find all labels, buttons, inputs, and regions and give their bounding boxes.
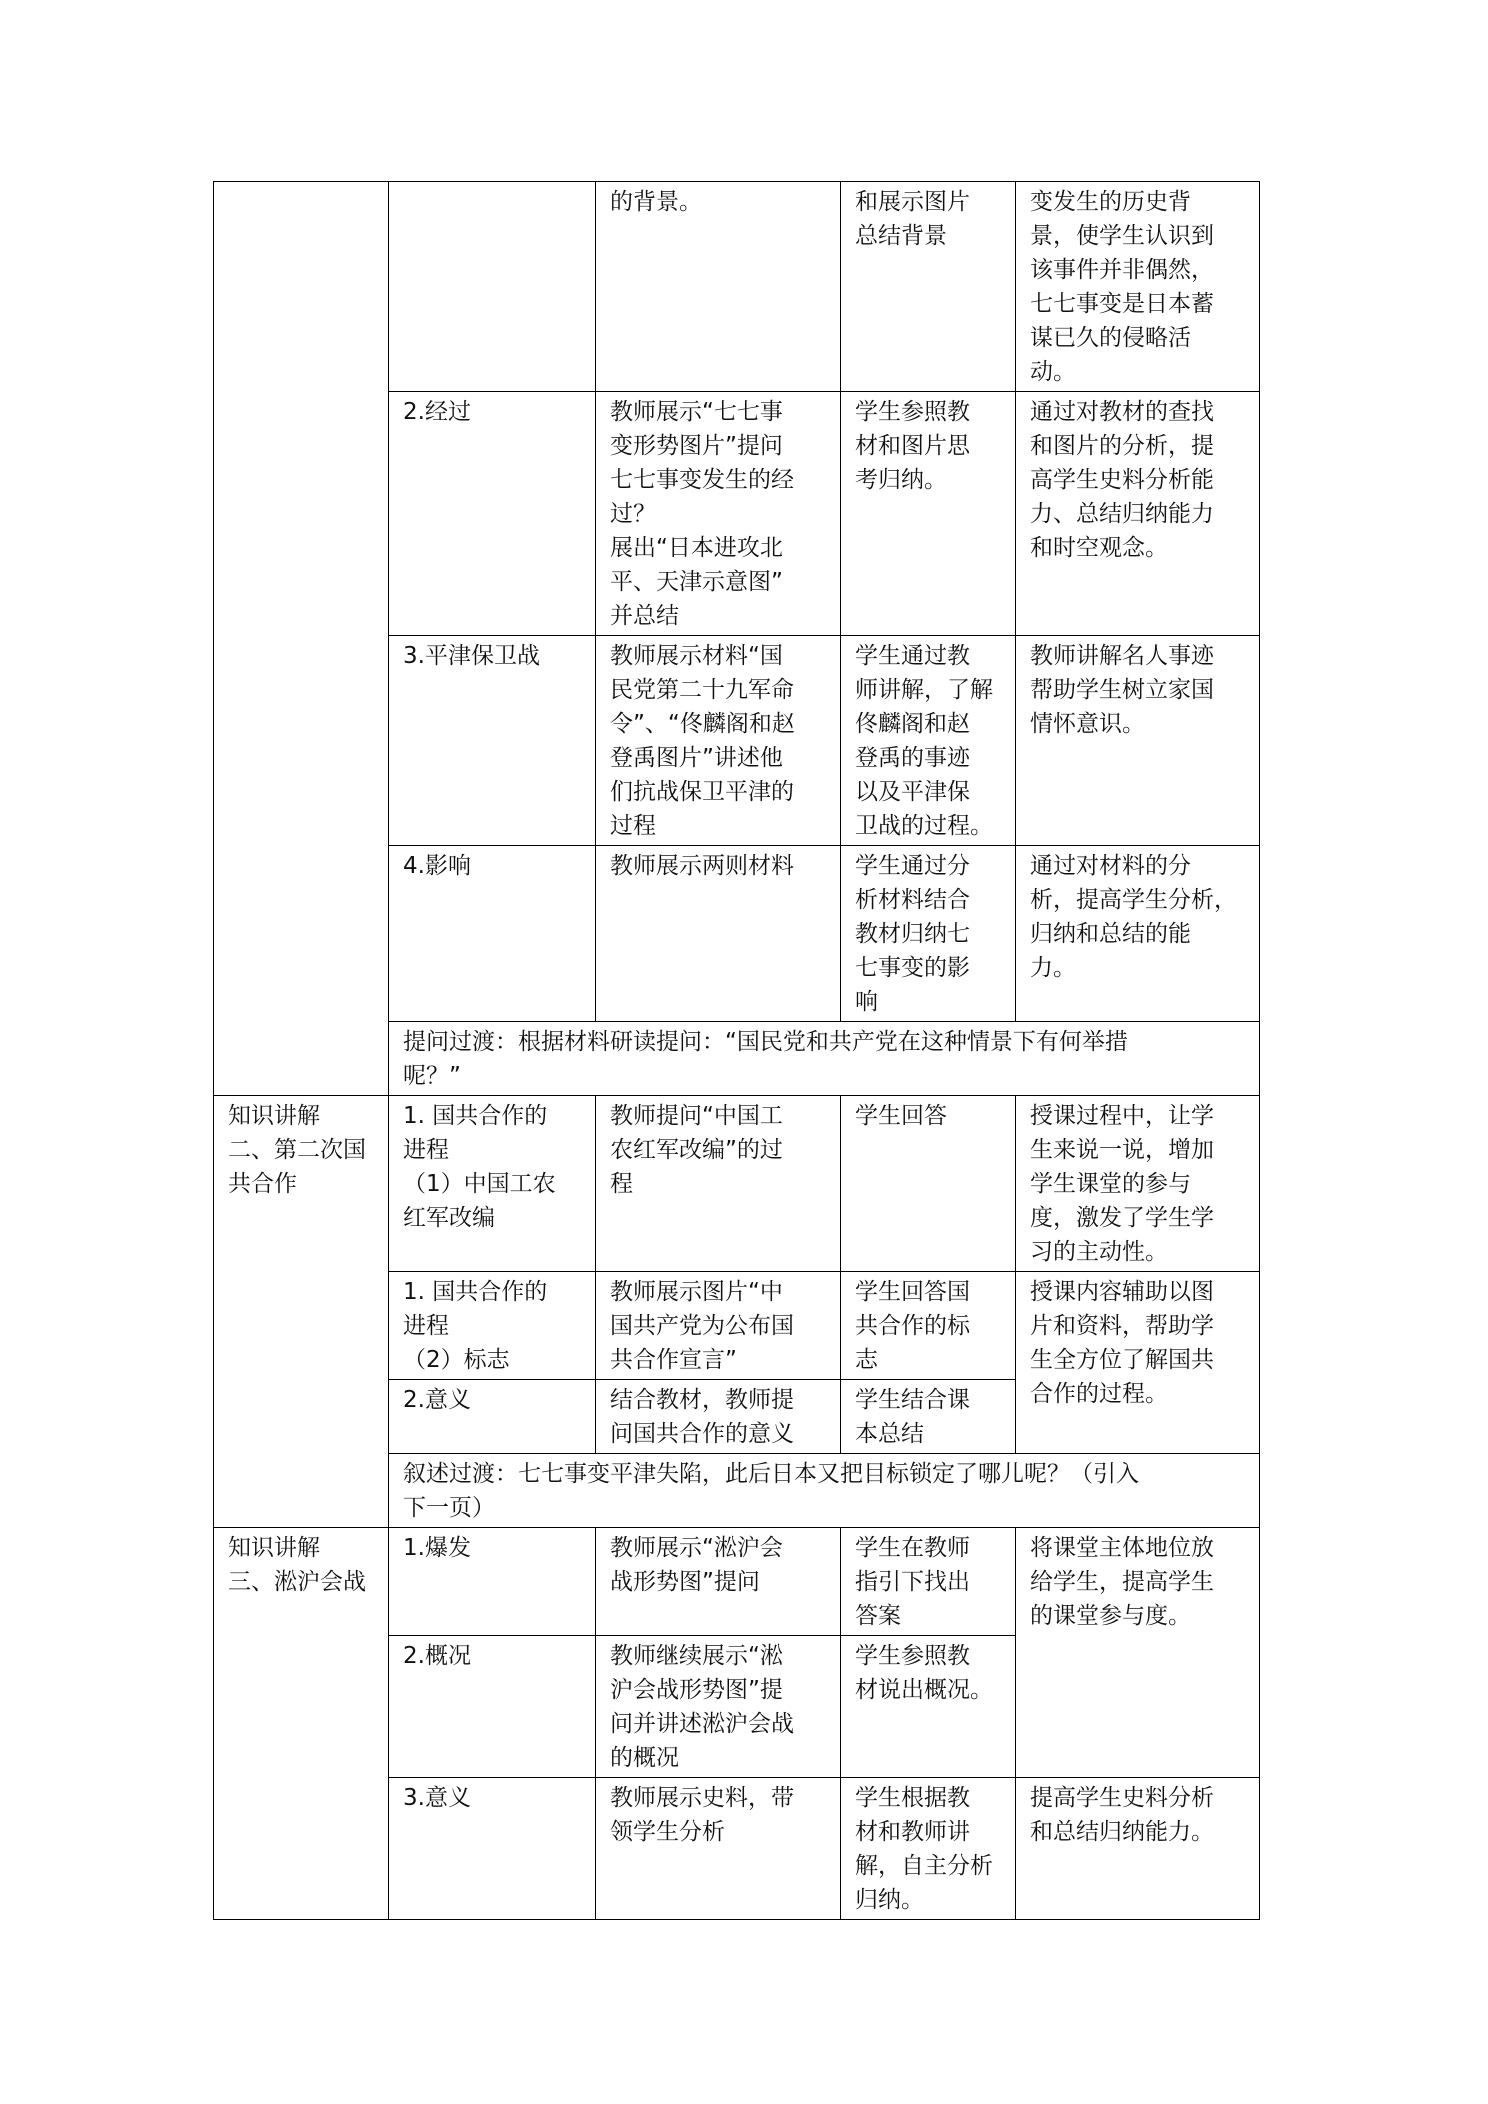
cell-text-line: 本总结 bbox=[855, 1421, 924, 1447]
teacher-activity-cell bbox=[596, 182, 841, 392]
design-intent-cell bbox=[1016, 1272, 1260, 1454]
cell-text-line: 问并讲述淞沪会战 bbox=[610, 1711, 794, 1737]
cell-text-line: 教师展示图片“中 bbox=[610, 1279, 783, 1305]
cell-text-line: 给学生，提高学生 bbox=[1030, 1569, 1214, 1595]
cell-text-line: （2）标志 bbox=[403, 1347, 510, 1373]
cell-text-line: 七七事变是日本蓄 bbox=[1030, 291, 1214, 317]
cell-text-line: 和图片的分析，提 bbox=[1030, 433, 1214, 459]
student-activity-cell bbox=[841, 1778, 1016, 1920]
cell-text-line: 教材归纳七 bbox=[855, 921, 970, 947]
cell-text-line: 师讲解，了解 bbox=[855, 677, 993, 703]
teacher-activity-cell bbox=[596, 1636, 841, 1778]
cell-text-line: 该事件并非偶然， bbox=[1030, 257, 1214, 283]
student-activity-cell bbox=[841, 1528, 1016, 1636]
cell-text-line: 结合教材，教师提 bbox=[610, 1387, 794, 1413]
cell-text-line: 提高学生史料分析 bbox=[1030, 1785, 1214, 1811]
cell-text-line: 高学生史料分析能 bbox=[1030, 467, 1214, 493]
cell-text-line: 共合作的标 bbox=[855, 1313, 970, 1339]
cell-text-line: 令”、“佟麟阁和赵 bbox=[610, 711, 795, 737]
cell-text-line: 红军改编 bbox=[403, 1205, 495, 1231]
cell-text-line: 叙述过渡：七七事变平津失陷，此后日本又把目标锁定了哪儿呢？（引入 bbox=[403, 1461, 1139, 1487]
cell-text-line: 指引下找出 bbox=[855, 1569, 970, 1595]
cell-text-line: 2.概况 bbox=[403, 1643, 471, 1669]
step-cell bbox=[389, 1096, 596, 1272]
cell-text-line: 平、天津示意图” bbox=[610, 569, 783, 595]
teacher-activity-cell bbox=[596, 1380, 841, 1454]
section-cell bbox=[214, 1096, 389, 1528]
cell-text-line: 问国共合作的意义 bbox=[610, 1421, 794, 1447]
cell-text-line: 国共产党为公布国 bbox=[610, 1313, 794, 1339]
cell-text-line: 学生课堂的参与 bbox=[1030, 1171, 1191, 1197]
cell-text-line: 提问过渡：根据材料研读提问：“国民党和共产党在这种情景下有何举措 bbox=[403, 1029, 1128, 1055]
cell-text-line: 度，激发了学生学 bbox=[1030, 1205, 1214, 1231]
cell-text-line: 志 bbox=[855, 1347, 878, 1373]
design-intent-cell bbox=[1016, 846, 1260, 1022]
cell-text-line: 领学生分析 bbox=[610, 1819, 725, 1845]
cell-text-line: 答案 bbox=[855, 1603, 901, 1629]
cell-text-line: 教师展示材料“国 bbox=[610, 643, 783, 669]
cell-text-line: 1. 国共合作的 bbox=[403, 1103, 548, 1129]
cell-text-line: 佟麟阁和赵 bbox=[855, 711, 970, 737]
cell-text-line: 呢？” bbox=[403, 1063, 461, 1089]
cell-text-line: 教师展示两则材料 bbox=[610, 853, 794, 879]
cell-text-line: 学生通过教 bbox=[855, 643, 970, 669]
design-intent-cell bbox=[1016, 636, 1260, 846]
cell-text-line: 3.平津保卫战 bbox=[403, 643, 540, 669]
design-intent-cell bbox=[1016, 182, 1260, 392]
student-activity-cell bbox=[841, 636, 1016, 846]
cell-text-line: 的课堂参与度。 bbox=[1030, 1603, 1191, 1629]
cell-text-line: 学生参照教 bbox=[855, 399, 970, 425]
teacher-activity-cell bbox=[596, 1778, 841, 1920]
cell-text-line: 学生根据教 bbox=[855, 1785, 970, 1811]
step-cell bbox=[389, 182, 596, 392]
cell-text-line: 们抗战保卫平津的 bbox=[610, 779, 794, 805]
cell-text-line: 归纳。 bbox=[855, 1887, 924, 1913]
cell-text-line: 学生在教师 bbox=[855, 1535, 970, 1561]
cell-text-line: 材说出概况。 bbox=[855, 1677, 993, 1703]
cell-text-line: 解，自主分析 bbox=[855, 1853, 993, 1879]
cell-text-line: 以及平津保 bbox=[855, 779, 970, 805]
cell-text-line: 知识讲解 bbox=[228, 1535, 320, 1561]
cell-text-line: 学生参照教 bbox=[855, 1643, 970, 1669]
cell-text-line: 战形势图”提问 bbox=[610, 1569, 760, 1595]
cell-text-line: （1）中国工农 bbox=[403, 1171, 556, 1197]
step-cell bbox=[389, 1380, 596, 1454]
cell-text-line: 力、总结归纳能力 bbox=[1030, 501, 1214, 527]
cell-text-line: 卫战的过程。 bbox=[855, 813, 993, 839]
cell-text-line: 通过对教材的查找 bbox=[1030, 399, 1214, 425]
cell-text-line: 教师展示史料，带 bbox=[610, 1785, 794, 1811]
cell-text-line: 动。 bbox=[1030, 359, 1076, 385]
cell-text-line: 总结背景 bbox=[855, 223, 947, 249]
cell-text-line: 沪会战形势图”提 bbox=[610, 1677, 783, 1703]
teacher-activity-cell bbox=[596, 392, 841, 636]
cell-text-line: 程 bbox=[610, 1171, 633, 1197]
cell-text-line: 考归纳。 bbox=[855, 467, 947, 493]
cell-text-line: 二、第二次国 bbox=[228, 1137, 366, 1163]
cell-text-line: 教师提问“中国工 bbox=[610, 1103, 783, 1129]
design-intent-cell bbox=[1016, 1778, 1260, 1920]
cell-text-line: 共合作宣言” bbox=[610, 1347, 737, 1373]
cell-text-line: 过？ bbox=[610, 501, 656, 527]
cell-text-line: 和时空观念。 bbox=[1030, 535, 1168, 561]
student-activity-cell bbox=[841, 1380, 1016, 1454]
step-cell bbox=[389, 392, 596, 636]
cell-text-line: 情怀意识。 bbox=[1030, 711, 1145, 737]
cell-text-line: 进程 bbox=[403, 1313, 449, 1339]
cell-text-line: 响 bbox=[855, 989, 878, 1015]
cell-text-line: 民党第二十九军命 bbox=[610, 677, 794, 703]
cell-text-line: 1. 国共合作的 bbox=[403, 1279, 548, 1305]
cell-text-line: 3.意义 bbox=[403, 1785, 471, 1811]
cell-text-line: 学生回答国 bbox=[855, 1279, 970, 1305]
student-activity-cell bbox=[841, 1272, 1016, 1380]
student-activity-cell bbox=[841, 182, 1016, 392]
cell-text-line: 教师展示“七七事 bbox=[610, 399, 783, 425]
student-activity-cell bbox=[841, 392, 1016, 636]
teacher-activity-cell bbox=[596, 1096, 841, 1272]
teacher-activity-cell bbox=[596, 636, 841, 846]
cell-text-line: 生全方位了解国共 bbox=[1030, 1347, 1214, 1373]
transition-cell bbox=[389, 1022, 1260, 1096]
table-row bbox=[214, 182, 1260, 392]
cell-text-line: 进程 bbox=[403, 1137, 449, 1163]
cell-text-line: 析材料结合 bbox=[855, 887, 970, 913]
cell-text-line: 登禹图片”讲述他 bbox=[610, 745, 783, 771]
cell-text-line: 教师展示“淞沪会 bbox=[610, 1535, 783, 1561]
cell-text-line: 析，提高学生分析， bbox=[1030, 887, 1237, 913]
cell-text-line: 和总结归纳能力。 bbox=[1030, 1819, 1214, 1845]
cell-text-line: 2.意义 bbox=[403, 1387, 471, 1413]
cell-text-line: 归纳和总结的能 bbox=[1030, 921, 1191, 947]
cell-text-line: 片和资料，帮助学 bbox=[1030, 1313, 1214, 1339]
cell-text-line: 将课堂主体地位放 bbox=[1030, 1535, 1214, 1561]
section-cell bbox=[214, 1528, 389, 1920]
cell-text-line: 过程 bbox=[610, 813, 656, 839]
cell-text-line: 七事变的影 bbox=[855, 955, 970, 981]
cell-text-line: 展出“日本进攻北 bbox=[610, 535, 783, 561]
cell-text-line: 的概况 bbox=[610, 1745, 679, 1771]
student-activity-cell bbox=[841, 1636, 1016, 1778]
cell-text-line: 合作的过程。 bbox=[1030, 1381, 1168, 1407]
section-cell bbox=[214, 182, 389, 1096]
teacher-activity-cell bbox=[596, 846, 841, 1022]
cell-text-line: 教师继续展示“淞 bbox=[610, 1643, 783, 1669]
design-intent-cell bbox=[1016, 392, 1260, 636]
cell-text-line: 力。 bbox=[1030, 955, 1076, 981]
cell-text-line: 三、淞沪会战 bbox=[228, 1569, 366, 1595]
cell-text-line: 生来说一说，增加 bbox=[1030, 1137, 1214, 1163]
lesson-plan-table bbox=[213, 181, 1260, 1920]
student-activity-cell bbox=[841, 846, 1016, 1022]
step-cell bbox=[389, 1778, 596, 1920]
cell-text-line: 景，使学生认识到 bbox=[1030, 223, 1214, 249]
transition-cell bbox=[389, 1454, 1260, 1528]
cell-text-line: 通过对材料的分 bbox=[1030, 853, 1191, 879]
design-intent-cell bbox=[1016, 1528, 1260, 1778]
cell-text-line: 七七事变发生的经 bbox=[610, 467, 794, 493]
step-cell bbox=[389, 846, 596, 1022]
cell-text-line: 2.经过 bbox=[403, 399, 471, 425]
cell-text-line: 授课过程中，让学 bbox=[1030, 1103, 1214, 1129]
cell-text-line: 4.影响 bbox=[403, 853, 471, 879]
cell-text-line: 变发生的历史背 bbox=[1030, 189, 1191, 215]
cell-text-line: 知识讲解 bbox=[228, 1103, 320, 1129]
teacher-activity-cell bbox=[596, 1272, 841, 1380]
cell-text-line: 教师讲解名人事迹 bbox=[1030, 643, 1214, 669]
cell-text-line: 学生通过分 bbox=[855, 853, 970, 879]
step-cell bbox=[389, 636, 596, 846]
cell-text-line: 农红军改编”的过 bbox=[610, 1137, 783, 1163]
cell-text-line: 共合作 bbox=[228, 1171, 297, 1197]
table-row bbox=[214, 1528, 1260, 1636]
step-cell bbox=[389, 1528, 596, 1636]
cell-text-line: 下一页） bbox=[403, 1495, 495, 1521]
cell-text-line: 习的主动性。 bbox=[1030, 1239, 1168, 1265]
cell-text-line: 1.爆发 bbox=[403, 1535, 471, 1561]
design-intent-cell bbox=[1016, 1096, 1260, 1272]
cell-text-line: 的背景。 bbox=[610, 189, 702, 215]
cell-text-line: 谋已久的侵略活 bbox=[1030, 325, 1191, 351]
cell-text-line: 授课内容辅助以图 bbox=[1030, 1279, 1214, 1305]
step-cell bbox=[389, 1272, 596, 1380]
table-row bbox=[214, 1096, 1260, 1272]
step-cell bbox=[389, 1636, 596, 1778]
cell-text-line: 和展示图片 bbox=[855, 189, 970, 215]
cell-text-line: 登禹的事迹 bbox=[855, 745, 970, 771]
cell-text-line: 学生回答 bbox=[855, 1103, 947, 1129]
cell-text-line: 学生结合课 bbox=[855, 1387, 970, 1413]
cell-text-line: 材和图片思 bbox=[855, 433, 970, 459]
cell-text-line: 帮助学生树立家国 bbox=[1030, 677, 1214, 703]
cell-text-line: 材和教师讲 bbox=[855, 1819, 970, 1845]
student-activity-cell bbox=[841, 1096, 1016, 1272]
teacher-activity-cell bbox=[596, 1528, 841, 1636]
cell-text-line: 变形势图片”提问 bbox=[610, 433, 783, 459]
cell-text-line: 并总结 bbox=[610, 603, 679, 629]
